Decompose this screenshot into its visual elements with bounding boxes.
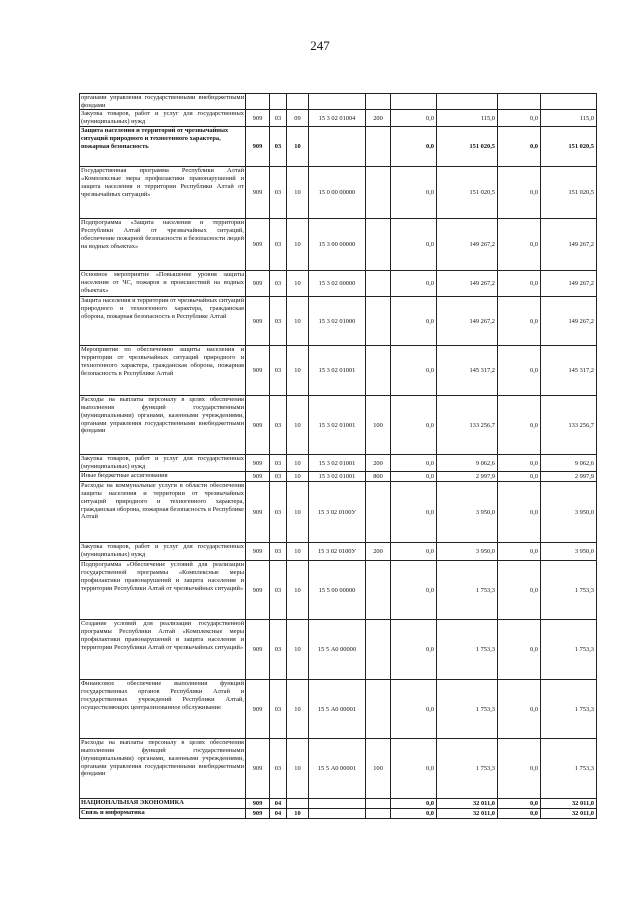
row-name: Защита населения и территорий от чрезвычайных ситуаций природного и техногенного характера, пожарная безопасность xyxy=(80,127,246,167)
target-article-code: 15 5 00 00000 xyxy=(309,561,366,620)
expense-type-code: 100 xyxy=(366,396,391,455)
table-row xyxy=(80,396,597,455)
amount-col-1: 0,0 xyxy=(391,472,437,482)
amount-col-1: 0,0 xyxy=(391,219,437,271)
expense-type-code xyxy=(366,167,391,219)
grbs-code: 909 xyxy=(246,620,270,680)
amount-col-1: 0,0 xyxy=(391,396,437,455)
section-code: 03 xyxy=(270,472,287,482)
expense-type-code xyxy=(366,620,391,680)
section-code: 03 xyxy=(270,620,287,680)
table-row xyxy=(80,561,597,620)
grbs-code: 909 xyxy=(246,561,270,620)
amount-col-1: 0,0 xyxy=(391,271,437,297)
expense-type-code xyxy=(366,809,391,819)
grbs-code: 909 xyxy=(246,110,270,127)
amount-col-3: 0,0 xyxy=(498,620,541,680)
section-code: 03 xyxy=(270,167,287,219)
target-article-code: 15 3 02 01004 xyxy=(309,110,366,127)
amount-col-1: 0,0 xyxy=(391,297,437,346)
amount-col-2: 3 950,0 xyxy=(437,543,498,561)
amount-col-1 xyxy=(391,94,437,110)
section-code: 03 xyxy=(270,561,287,620)
target-article-code: 15 5 А0 00001 xyxy=(309,739,366,799)
subsection-code: 10 xyxy=(287,472,309,482)
amount-col-4: 9 062,6 xyxy=(541,455,597,472)
target-article-code: 15 3 02 01001 xyxy=(309,346,366,396)
amount-col-4 xyxy=(541,94,597,110)
section-code: 04 xyxy=(270,799,287,809)
subsection-code xyxy=(287,799,309,809)
target-article-code: 15 5 А0 00000 xyxy=(309,620,366,680)
amount-col-2: 149 267,2 xyxy=(437,271,498,297)
amount-col-4: 149 267,2 xyxy=(541,271,597,297)
grbs-code: 909 xyxy=(246,297,270,346)
table-row xyxy=(80,809,597,819)
amount-col-2: 1 753,3 xyxy=(437,739,498,799)
grbs-code: 909 xyxy=(246,271,270,297)
subsection-code xyxy=(287,94,309,110)
section-code: 03 xyxy=(270,110,287,127)
amount-col-2: 3 950,0 xyxy=(437,482,498,543)
grbs-code: 909 xyxy=(246,543,270,561)
amount-col-3: 0,0 xyxy=(498,680,541,739)
expense-type-code xyxy=(366,799,391,809)
amount-col-1: 0,0 xyxy=(391,455,437,472)
row-name: Государственная программа Республики Алтай «Комплексные меры профилактики правонарушений и защита населения и территории Республики Алтай от чрезвычайных ситуаций» xyxy=(80,167,246,219)
target-article-code: 15 3 02 01001 xyxy=(309,455,366,472)
amount-col-4: 3 950,0 xyxy=(541,482,597,543)
table-row xyxy=(80,127,597,167)
table-row xyxy=(80,472,597,482)
amount-col-3: 0,0 xyxy=(498,346,541,396)
amount-col-2: 145 317,2 xyxy=(437,346,498,396)
row-name: Расходы на коммунальные услуги в области обеспечения защиты населения и территории от чрезвычайных ситуаций природного и техногенного характера, гражданская оборона, пожарная безопасность в Республике Алтай xyxy=(80,482,246,543)
table-row xyxy=(80,346,597,396)
target-article-code: 15 5 А0 00001 xyxy=(309,680,366,739)
amount-col-2: 149 267,2 xyxy=(437,297,498,346)
section-code: 03 xyxy=(270,271,287,297)
amount-col-3: 0,0 xyxy=(498,167,541,219)
row-name: Закупка товаров, работ и услуг для государственных (муниципальных) нужд xyxy=(81,110,244,126)
amount-col-3: 0,0 xyxy=(498,455,541,472)
row-name: Расходы на выплаты персоналу в целях обеспечения выполнения функций государственными (муниципальными) органами, казенными учреждениями, органами управления государственными внебюджетными фондами xyxy=(80,739,246,799)
amount-col-2: 1 753,3 xyxy=(437,680,498,739)
subsection-code: 10 xyxy=(287,620,309,680)
amount-col-2: 133 256,7 xyxy=(437,396,498,455)
table-row xyxy=(80,739,597,799)
grbs-code: 909 xyxy=(246,219,270,271)
row-name: Подпрограмма «Защита населения и территории Республики Алтай от чрезвычайных ситуаций, обеспечение пожарной безопасности и безопасности людей на водных объектах» xyxy=(80,219,246,271)
grbs-code xyxy=(246,94,270,110)
grbs-code: 909 xyxy=(246,482,270,543)
amount-col-3: 0,0 xyxy=(498,396,541,455)
subsection-code: 09 xyxy=(287,110,309,127)
amount-col-1: 0,0 xyxy=(391,127,437,167)
target-article-code xyxy=(309,799,366,809)
section-code: 03 xyxy=(270,680,287,739)
section-code: 04 xyxy=(270,809,287,819)
amount-col-2: 115,0 xyxy=(437,110,498,127)
amount-col-4: 1 753,3 xyxy=(541,739,597,799)
amount-col-4: 151 020,5 xyxy=(541,127,597,167)
expense-type-code: 200 xyxy=(366,110,391,127)
section-code: 03 xyxy=(270,219,287,271)
expense-type-code xyxy=(366,561,391,620)
page-number: 247 xyxy=(310,38,330,53)
amount-col-4: 115,0 xyxy=(541,110,597,127)
section-code: 03 xyxy=(270,482,287,543)
budget-table xyxy=(79,93,597,819)
table-row xyxy=(80,219,597,271)
amount-col-4: 1 753,3 xyxy=(541,620,597,680)
subsection-code: 10 xyxy=(287,219,309,271)
amount-col-3: 0,0 xyxy=(498,561,541,620)
subsection-code: 10 xyxy=(287,297,309,346)
row-name: Расходы на выплаты персоналу в целях обеспечения выполнения функций государственными (муниципальными) органами, казенными учреждениями, органами управления государственными внебюджетными фондами xyxy=(80,396,246,455)
subsection-code: 10 xyxy=(287,739,309,799)
grbs-code: 909 xyxy=(246,167,270,219)
row-name: НАЦИОНАЛЬНАЯ ЭКОНОМИКА xyxy=(80,799,246,809)
amount-col-4: 1 753,3 xyxy=(541,561,597,620)
expense-type-code xyxy=(366,482,391,543)
amount-col-2: 9 062,6 xyxy=(437,455,498,472)
table-row xyxy=(80,167,597,219)
table-row xyxy=(80,799,597,809)
subsection-code: 10 xyxy=(287,167,309,219)
table-row xyxy=(80,482,597,543)
amount-col-2: 151 020,5 xyxy=(437,167,498,219)
amount-col-4: 149 267,2 xyxy=(541,219,597,271)
section-code: 03 xyxy=(270,127,287,167)
subsection-code: 10 xyxy=(287,455,309,472)
target-article-code: 15 3 02 0100У xyxy=(309,482,366,543)
amount-col-4: 32 011,0 xyxy=(541,799,597,809)
row-name: Основное мероприятие «Повышение уровня защиты населения от ЧС, пожаров и происшествий на водных объектах» xyxy=(80,271,246,297)
amount-col-1: 0,0 xyxy=(391,110,437,127)
subsection-code: 10 xyxy=(287,271,309,297)
target-article-code: 15 3 02 0100У xyxy=(309,543,366,561)
amount-col-4: 145 317,2 xyxy=(541,346,597,396)
expense-type-code: 200 xyxy=(366,455,391,472)
amount-col-3 xyxy=(498,94,541,110)
amount-col-1: 0,0 xyxy=(391,620,437,680)
expense-type-code xyxy=(366,127,391,167)
amount-col-4: 151 020,5 xyxy=(541,167,597,219)
budget-table-body xyxy=(80,94,597,819)
subsection-code: 10 xyxy=(287,482,309,543)
grbs-code: 909 xyxy=(246,680,270,739)
table-row xyxy=(80,680,597,739)
amount-col-2: 2 997,9 xyxy=(437,472,498,482)
row-name: Подпрограмма «Обеспечение условий для реализации государственной программы «Комплексные меры профилактики правонарушений и защита населения и территории Республики Алтай от чрезвычайных ситуаций» xyxy=(80,561,246,620)
expense-type-code xyxy=(366,680,391,739)
amount-col-1: 0,0 xyxy=(391,739,437,799)
amount-col-3: 0,0 xyxy=(498,127,541,167)
table-row xyxy=(80,94,597,110)
amount-col-3: 0,0 xyxy=(498,482,541,543)
amount-col-2 xyxy=(437,94,498,110)
table-row xyxy=(80,455,597,472)
amount-col-1: 0,0 xyxy=(391,482,437,543)
section-code xyxy=(270,94,287,110)
target-article-code: 15 3 02 01001 xyxy=(309,472,366,482)
grbs-code: 909 xyxy=(246,739,270,799)
amount-col-1: 0,0 xyxy=(391,799,437,809)
subsection-code: 10 xyxy=(287,543,309,561)
subsection-code: 10 xyxy=(287,561,309,620)
amount-col-4: 3 950,0 xyxy=(541,543,597,561)
row-name: Финансовое обеспечение выполнения функций государственных органов Республики Алтай и государственных учреждений Республики Алтай, осуществляющих централизованное обслуживание xyxy=(80,680,246,739)
amount-col-2: 32 011,0 xyxy=(437,799,498,809)
amount-col-2: 149 267,2 xyxy=(437,219,498,271)
row-name: Иные бюджетные ассигнования xyxy=(80,472,246,482)
amount-col-1: 0,0 xyxy=(391,543,437,561)
table-row xyxy=(80,543,597,561)
amount-col-1: 0,0 xyxy=(391,561,437,620)
target-article-code xyxy=(309,809,366,819)
amount-col-3: 0,0 xyxy=(498,219,541,271)
grbs-code: 909 xyxy=(246,127,270,167)
subsection-code: 10 xyxy=(287,127,309,167)
target-article-code: 15 0 00 00000 xyxy=(309,167,366,219)
grbs-code: 909 xyxy=(246,346,270,396)
target-article-code xyxy=(309,94,366,110)
amount-col-3: 0,0 xyxy=(498,110,541,127)
row-name: Защита населения и территории от чрезвычайных ситуаций природного и техногенного характера, гражданская оборона, пожарная безопасность в Республике Алтай xyxy=(80,297,246,346)
section-code: 03 xyxy=(270,739,287,799)
target-article-code: 15 3 00 00000 xyxy=(309,219,366,271)
grbs-code: 909 xyxy=(246,396,270,455)
amount-col-3: 0,0 xyxy=(498,271,541,297)
subsection-code: 10 xyxy=(287,680,309,739)
row-name: Мероприятия по обеспечению защиты населения и территории от чрезвычайных ситуаций природного и техногенного характера, гражданская оборона, пожарная безопасность в Республике Алтай xyxy=(80,346,246,396)
table-row xyxy=(80,110,597,127)
section-code: 03 xyxy=(270,297,287,346)
subsection-code: 10 xyxy=(287,396,309,455)
amount-col-4: 32 011,0 xyxy=(541,809,597,819)
target-article-code xyxy=(309,127,366,167)
table-row xyxy=(80,271,597,297)
amount-col-3: 0,0 xyxy=(498,543,541,561)
row-name: Закупка товаров, работ и услуг для государственных (муниципальных) нужд xyxy=(80,543,246,561)
subsection-code: 10 xyxy=(287,809,309,819)
amount-col-1: 0,0 xyxy=(391,346,437,396)
target-article-code: 15 3 02 01001 xyxy=(309,396,366,455)
amount-col-3: 0,0 xyxy=(498,739,541,799)
expense-type-code xyxy=(366,346,391,396)
amount-col-1: 0,0 xyxy=(391,680,437,739)
table-row xyxy=(80,297,597,346)
amount-col-2: 151 020,5 xyxy=(437,127,498,167)
amount-col-2: 32 011,0 xyxy=(437,809,498,819)
section-code: 03 xyxy=(270,543,287,561)
amount-col-2: 1 753,3 xyxy=(437,620,498,680)
table-row xyxy=(80,620,597,680)
amount-col-3: 0,0 xyxy=(498,799,541,809)
amount-col-3: 0,0 xyxy=(498,809,541,819)
amount-col-4: 2 997,9 xyxy=(541,472,597,482)
expense-type-code: 800 xyxy=(366,472,391,482)
expense-type-code: 200 xyxy=(366,543,391,561)
expense-type-code xyxy=(366,271,391,297)
amount-col-4: 133 256,7 xyxy=(541,396,597,455)
grbs-code: 909 xyxy=(246,472,270,482)
grbs-code: 909 xyxy=(246,455,270,472)
expense-type-code xyxy=(366,94,391,110)
subsection-code: 10 xyxy=(287,346,309,396)
amount-col-1: 0,0 xyxy=(391,809,437,819)
expense-type-code xyxy=(366,219,391,271)
target-article-code: 15 3 02 00000 xyxy=(309,271,366,297)
row-name: органами управления государственными внебюджетными фондами xyxy=(81,94,244,109)
amount-col-2: 1 753,3 xyxy=(437,561,498,620)
row-name: Закупка товаров, работ и услуг для государственных (муниципальных) нужд xyxy=(81,455,244,471)
grbs-code: 909 xyxy=(246,809,270,819)
section-code: 03 xyxy=(270,455,287,472)
amount-col-4: 149 267,2 xyxy=(541,297,597,346)
amount-col-3: 0,0 xyxy=(498,472,541,482)
row-name: Связь и информатика xyxy=(80,809,246,819)
grbs-code: 909 xyxy=(246,799,270,809)
expense-type-code: 100 xyxy=(366,739,391,799)
section-code: 03 xyxy=(270,346,287,396)
expense-type-code xyxy=(366,297,391,346)
amount-col-1: 0,0 xyxy=(391,167,437,219)
section-code: 03 xyxy=(270,396,287,455)
amount-col-3: 0,0 xyxy=(498,297,541,346)
target-article-code: 15 3 02 01000 xyxy=(309,297,366,346)
row-name: Создание условий для реализации государственной программы Республики Алтай «Комплексные меры профилактики правонарушений и защита населения и территории Республики Алтай от чрезвычайных ситуаций» xyxy=(80,620,246,680)
amount-col-4: 1 753,3 xyxy=(541,680,597,739)
